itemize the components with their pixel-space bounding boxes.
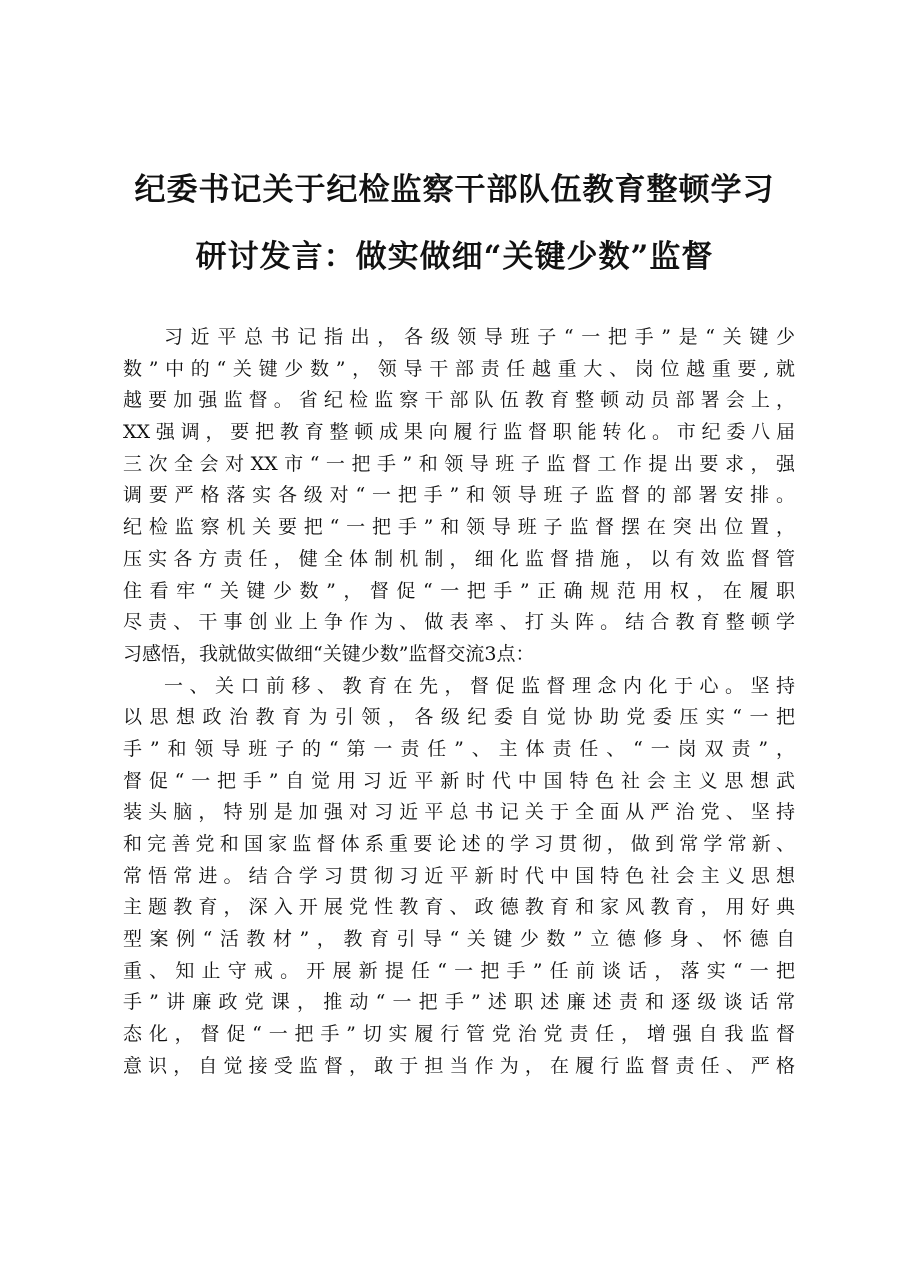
text-line: 以思想政治教育为引领，各级纪委自觉协助党委压实“一把 bbox=[123, 706, 795, 729]
text-line: 越要加强监督。省纪检监察干部队伍教育整顿动员部署会上， bbox=[123, 389, 795, 412]
document-body bbox=[123, 322, 795, 1083]
text-line: 重、知止守戒。开展新提任“一把手”任前谈话，落实“一把 bbox=[123, 959, 795, 982]
text-line: 纪检监察机关要把“一把手”和领导班子监督摆在突出位置， bbox=[123, 516, 795, 539]
text-line: 数”中的“关键少数”，领导干部责任越重大、岗位越重要,就 bbox=[123, 357, 795, 380]
paragraph-intro bbox=[123, 322, 795, 671]
document-title-line-2: 研讨发言：做实做细“关键少数”监督 bbox=[195, 239, 714, 275]
document-title-line-1: 纪委书记关于纪检监察干部队伍教育整顿学习 bbox=[134, 172, 775, 208]
text-line: 督促“一把手”自觉用习近平新时代中国特色社会主义思想武 bbox=[123, 769, 795, 792]
text-line: 型案例“活教材”，教育引导“关键少数”立德修身、怀德自 bbox=[123, 928, 795, 951]
text-line: 习感悟，我就做实做细“关键少数”监督交流3点： bbox=[123, 642, 535, 665]
text-line: 调要严格落实各级对“一把手”和领导班子监督的部署安排。 bbox=[123, 484, 795, 507]
text-line: 手”和领导班子的“第一责任”、主体责任、“一岗双责”， bbox=[123, 737, 795, 760]
text-line: XX强调，要把教育整顿成果向履行监督职能转化。市纪委八届 bbox=[123, 421, 795, 444]
text-line: 态化，督促“一把手”切实履行管党治党责任，增强自我监督 bbox=[123, 1023, 795, 1046]
text-line: 意识，自觉接受监督，敢于担当作为，在履行监督责任、严格 bbox=[123, 1054, 795, 1077]
text-line: 主题教育，深入开展党性教育、政德教育和家风教育，用好典 bbox=[123, 896, 795, 919]
text-line: 一、关口前移、教育在先，督促监督理念内化于心。坚持 bbox=[164, 674, 795, 697]
text-line: 手”讲廉政党课，推动“一把手”述职述廉述责和逐级谈话常 bbox=[123, 991, 795, 1014]
text-line: 压实各方责任，健全体制机制，细化监督措施，以有效监督管 bbox=[123, 547, 795, 570]
text-line: 习近平总书记指出，各级领导班子“一把手”是“关键少 bbox=[164, 326, 795, 348]
text-line: 装头脑，特别是加强对习近平总书记关于全面从严治党、坚持 bbox=[123, 801, 795, 824]
text-line: 住看牢“关键少数”，督促“一把手”正确规范用权，在履职 bbox=[123, 579, 795, 602]
text-line: 尽责、干事创业上争作为、做表率、打头阵。结合教育整顿学 bbox=[123, 611, 795, 634]
paragraph-point-1 bbox=[123, 671, 795, 1083]
text-line: 和完善党和国家监督体系重要论述的学习贯彻，做到常学常新、 bbox=[123, 833, 795, 855]
text-line: 三次全会对XX市“一把手”和领导班子监督工作提出要求，强 bbox=[123, 452, 795, 475]
text-line: 常悟常进。结合学习贯彻习近平新时代中国特色社会主义思想 bbox=[123, 864, 795, 887]
